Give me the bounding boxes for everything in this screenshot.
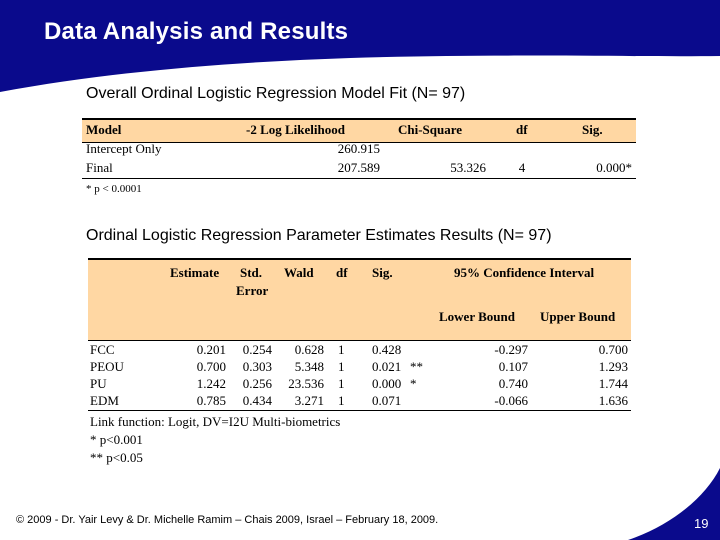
cell-std-error: 0.303 <box>242 359 272 374</box>
cell-chi-square: 53.326 <box>450 160 486 175</box>
footer-copyright: © 2009 - Dr. Yair Levy & Dr. Michelle Ramim – Chais 2009, Israel – February 18, 2009. <box>16 514 439 526</box>
cell-std-error: 0.434 <box>242 393 272 408</box>
slide-title: Data Analysis and Results <box>44 18 349 45</box>
cell-sig: 0.000 <box>372 376 402 391</box>
header-wald: Wald <box>284 265 314 280</box>
cell-lower-bound: 0.740 <box>498 376 528 391</box>
cell-log-likelihood: 260.915 <box>337 141 380 156</box>
cell-wald: 5.348 <box>294 359 324 374</box>
cell-sig: 0.000* <box>596 160 632 175</box>
header-sig: Sig. <box>372 265 393 280</box>
cell-estimate: 1.242 <box>196 376 226 391</box>
table-header-block <box>88 258 631 341</box>
row-label: PEOU <box>90 359 124 374</box>
footer-swoosh <box>0 468 720 540</box>
cell-log-likelihood: 207.589 <box>337 160 380 175</box>
table2-note-p005: ** p<0.05 <box>90 450 143 465</box>
header-df: df <box>516 122 528 137</box>
cell-sig: 0.021 <box>372 359 402 374</box>
cell-upper-bound: 1.636 <box>598 393 628 408</box>
table2-note-p001: * p<0.001 <box>90 432 143 447</box>
header-sig: Sig. <box>582 122 603 137</box>
cell-upper-bound: 0.700 <box>598 342 628 357</box>
row-label: Intercept Only <box>86 141 162 156</box>
cell-lower-bound: -0.066 <box>494 393 528 408</box>
cell-df: 1 <box>338 359 345 374</box>
cell-df: 1 <box>338 342 345 357</box>
cell-sig-flag: ** <box>410 359 423 374</box>
header-banner <box>0 0 720 92</box>
cell-estimate: 0.201 <box>196 342 226 357</box>
cell-sig-flag: * <box>410 376 417 391</box>
header-model: Model <box>86 122 122 137</box>
subtitle-parameter-estimates: Ordinal Logistic Regression Parameter Estimates Results (N= 97) <box>86 227 552 244</box>
header-log-likelihood: -2 Log Likelihood <box>246 122 345 137</box>
header-upper-bound: Upper Bound <box>540 309 616 324</box>
table-bottom-rule <box>82 178 636 179</box>
table2-note-link-function: Link function: Logit, DV=I2U Multi-biometrics <box>90 414 341 429</box>
subtitle-model-fit: Overall Ordinal Logistic Regression Model Fit (N= 97) <box>86 85 466 102</box>
row-label: Final <box>86 160 113 175</box>
model-fit-table <box>82 118 636 180</box>
header-lower-bound: Lower Bound <box>439 309 515 324</box>
cell-upper-bound: 1.293 <box>598 359 628 374</box>
cell-wald: 0.628 <box>294 342 324 357</box>
cell-estimate: 0.700 <box>196 359 226 374</box>
cell-estimate: 0.785 <box>196 393 226 408</box>
parameter-estimates-table <box>88 258 631 413</box>
header-std-error-line2: Error <box>236 283 269 298</box>
cell-lower-bound: 0.107 <box>498 359 528 374</box>
cell-wald: 3.271 <box>294 393 324 408</box>
cell-df: 1 <box>338 393 345 408</box>
cell-df: 1 <box>338 376 345 391</box>
cell-wald: 23.536 <box>288 376 324 391</box>
row-label: FCC <box>90 342 115 357</box>
header-estimate: Estimate <box>170 265 220 280</box>
header-confidence-interval: 95% Confidence Interval <box>454 265 595 280</box>
header-chi-square: Chi-Square <box>398 122 463 137</box>
cell-upper-bound: 1.744 <box>598 376 628 391</box>
header-std-error-line1: Std. <box>240 265 263 280</box>
table1-note: * p < 0.0001 <box>86 183 142 195</box>
cell-std-error: 0.256 <box>242 376 272 391</box>
table-header-row <box>82 118 636 143</box>
header-df: df <box>336 265 348 280</box>
row-label: EDM <box>90 393 119 408</box>
cell-sig: 0.071 <box>372 393 402 408</box>
table-bottom-rule <box>88 410 631 411</box>
cell-sig: 0.428 <box>372 342 402 357</box>
cell-lower-bound: -0.297 <box>494 342 528 357</box>
row-label: PU <box>90 376 107 391</box>
slide-header <box>0 0 720 92</box>
cell-df: 4 <box>518 160 526 175</box>
cell-std-error: 0.254 <box>242 342 272 357</box>
page-number: 19 <box>694 516 709 531</box>
